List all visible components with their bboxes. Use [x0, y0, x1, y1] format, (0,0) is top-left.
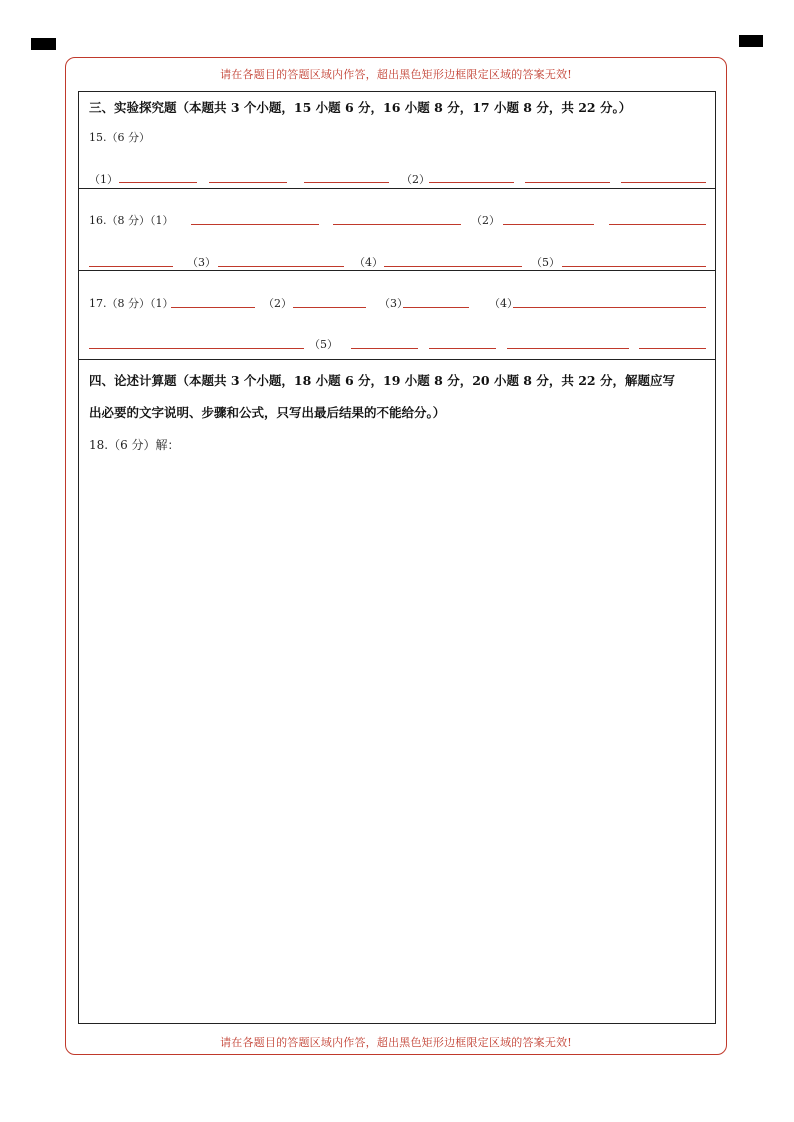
q16-label: 16.（8 分）（1） [89, 214, 174, 227]
q17-part5-label: （5） [309, 338, 338, 351]
q17-part5-blank-c[interactable] [507, 348, 629, 349]
q17-part5-blank-a[interactable] [351, 348, 418, 349]
divider-q15-q16 [79, 188, 715, 189]
q16-part3-blank[interactable] [218, 266, 344, 267]
q18-label: 18.（6 分）解： [89, 438, 180, 452]
q16-part4-blank[interactable] [384, 266, 522, 267]
q17-part5-blank-d[interactable] [639, 348, 706, 349]
q16-part1-blank-b[interactable] [333, 224, 461, 225]
q16-part2-blank-c[interactable] [89, 266, 173, 267]
q16-part5-blank[interactable] [562, 266, 706, 267]
registration-mark-right [739, 35, 763, 47]
q17-part3-blank[interactable] [403, 307, 469, 308]
q15-part1-blank-b[interactable] [209, 182, 287, 183]
q16-part3-label: （3） [187, 256, 216, 269]
q17-part4-blank-continued[interactable] [89, 348, 304, 349]
q16-part2-label: （2） [471, 214, 500, 227]
q16-part1-blank-a[interactable] [191, 224, 319, 225]
q16-part4-label: （4） [354, 256, 383, 269]
q15-part2-label: （2） [401, 173, 430, 186]
q17-part4-blank[interactable] [513, 307, 706, 308]
q17-label: 17.（8 分）（1） [89, 297, 174, 310]
answer-box [78, 91, 716, 1024]
q18-answer-area[interactable] [89, 458, 705, 1008]
q16-part2-blank-b[interactable] [609, 224, 706, 225]
q16-part5-label: （5） [531, 256, 560, 269]
q15-part1-blank-a[interactable] [119, 182, 197, 183]
q17-part5-blank-b[interactable] [429, 348, 496, 349]
notice-top: 请在各题目的答题区域内作答，超出黑色矩形边框限定区域的答案无效! [220, 68, 572, 81]
divider-section3-section4 [79, 359, 715, 360]
q17-part4-label: （4） [489, 297, 518, 310]
section4-heading-line1: 四、论述计算题（本题共 3 个小题，18 小题 6 分，19 小题 8 分，20 小题 8 分，共 22 分，解题应写 [89, 373, 675, 388]
q15-label: 15.（6 分） [89, 131, 150, 144]
section3-heading: 三、实验探究题（本题共 3 个小题，15 小题 6 分，16 小题 8 分，17 小题 8 分，共 22 分。） [89, 100, 632, 115]
notice-bottom: 请在各题目的答题区域内作答，超出黑色矩形边框限定区域的答案无效! [220, 1036, 572, 1049]
q17-part2-blank[interactable] [293, 307, 366, 308]
section4-heading-line2: 出必要的文字说明、步骤和公式，只写出最后结果的不能给分。） [89, 405, 446, 420]
q15-part1-blank-c[interactable] [304, 182, 389, 183]
q15-part2-blank-c[interactable] [621, 182, 706, 183]
q15-part1-label: （1） [89, 173, 118, 186]
q17-part3-label: （3） [379, 297, 408, 310]
q15-part2-blank-a[interactable] [429, 182, 514, 183]
q16-part2-blank-a[interactable] [503, 224, 594, 225]
q17-part1-blank[interactable] [171, 307, 255, 308]
registration-mark-left [31, 38, 56, 50]
q15-part2-blank-b[interactable] [525, 182, 610, 183]
divider-q16-q17 [79, 270, 715, 271]
q17-part2-label: （2） [263, 297, 292, 310]
